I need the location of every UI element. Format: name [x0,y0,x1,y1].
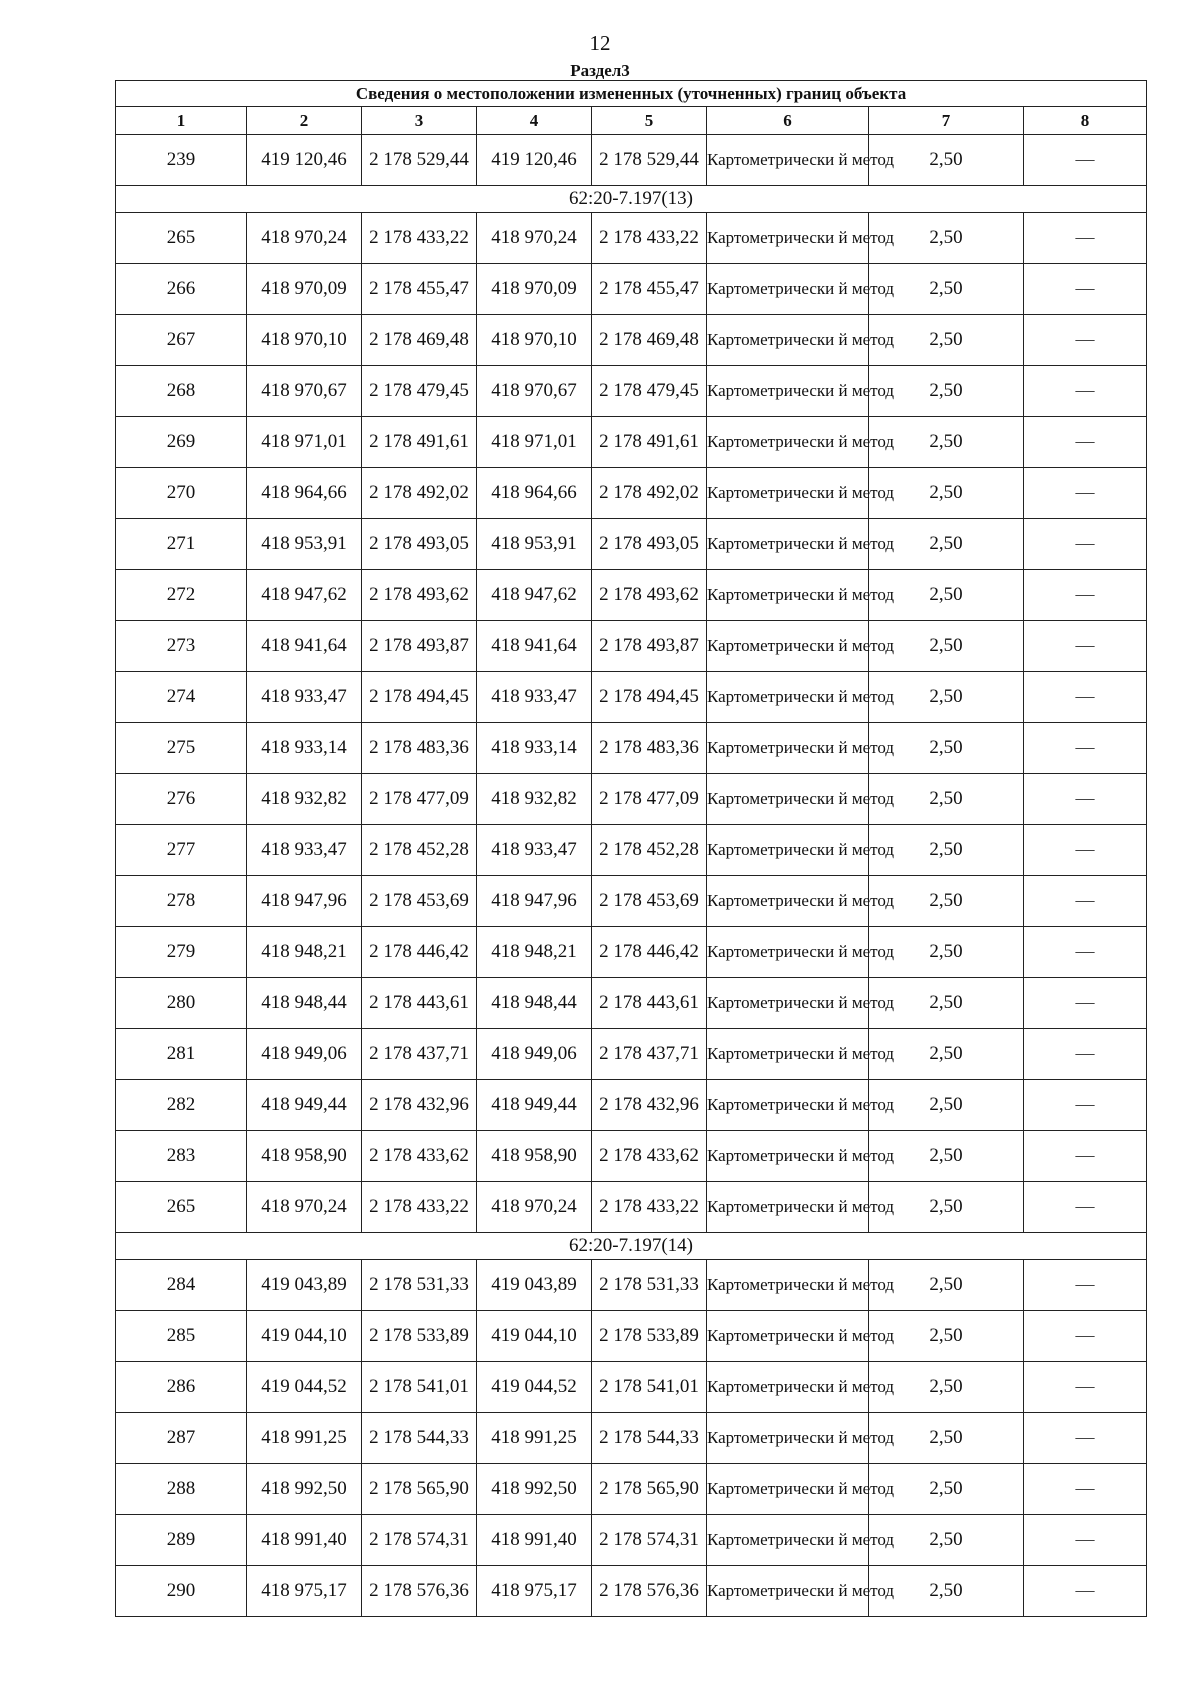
y-old-cell: 2 178 433,22 [362,213,477,264]
description-cell: — [1024,366,1147,417]
table-caption: Сведения о местоположении измененных (уточненных) границ объекта [116,81,1147,107]
point-number-cell: 270 [116,468,247,519]
method-cell: Картометрически й метод [707,366,869,417]
description-cell: — [1024,672,1147,723]
x-new-cell: 418 992,50 [477,1464,592,1515]
description-cell: — [1024,876,1147,927]
x-new-cell: 418 964,66 [477,468,592,519]
table-row [116,876,1147,927]
y-new-cell: 2 178 529,44 [592,135,707,186]
y-new-cell: 2 178 493,05 [592,519,707,570]
table-row [116,672,1147,723]
method-cell: Картометрически й метод [707,1413,869,1464]
column-header: 7 [869,107,1024,135]
table-row [116,1413,1147,1464]
x-new-cell: 418 932,82 [477,774,592,825]
table-row [116,1362,1147,1413]
y-old-cell: 2 178 533,89 [362,1311,477,1362]
y-new-cell: 2 178 541,01 [592,1362,707,1413]
x-new-cell: 418 948,21 [477,927,592,978]
y-old-cell: 2 178 433,62 [362,1131,477,1182]
y-new-cell: 2 178 493,62 [592,570,707,621]
x-new-cell: 418 991,25 [477,1413,592,1464]
x-old-cell: 418 948,44 [247,978,362,1029]
point-number-cell: 287 [116,1413,247,1464]
point-number-cell: 277 [116,825,247,876]
x-old-cell: 418 933,14 [247,723,362,774]
accuracy-cell: 2,50 [869,468,1024,519]
y-new-cell: 2 178 491,61 [592,417,707,468]
y-old-cell: 2 178 565,90 [362,1464,477,1515]
x-new-cell: 418 933,47 [477,672,592,723]
method-cell: Картометрически й метод [707,1566,869,1617]
x-old-cell: 418 991,40 [247,1515,362,1566]
column-header: 3 [362,107,477,135]
table-row [116,417,1147,468]
method-cell: Картометрически й метод [707,1260,869,1311]
accuracy-cell: 2,50 [869,1182,1024,1233]
y-old-cell: 2 178 576,36 [362,1566,477,1617]
x-old-cell: 419 044,10 [247,1311,362,1362]
y-new-cell: 2 178 432,96 [592,1080,707,1131]
table-row [116,570,1147,621]
column-header-row [116,107,1147,135]
y-old-cell: 2 178 453,69 [362,876,477,927]
x-old-cell: 418 958,90 [247,1131,362,1182]
point-number-cell: 288 [116,1464,247,1515]
method-cell: Картометрически й метод [707,264,869,315]
description-cell: — [1024,135,1147,186]
y-old-cell: 2 178 493,05 [362,519,477,570]
x-old-cell: 418 933,47 [247,672,362,723]
x-old-cell: 419 120,46 [247,135,362,186]
accuracy-cell: 2,50 [869,417,1024,468]
table-row [116,1311,1147,1362]
description-cell: — [1024,621,1147,672]
column-header: 2 [247,107,362,135]
table-row [116,621,1147,672]
y-old-cell: 2 178 477,09 [362,774,477,825]
accuracy-cell: 2,50 [869,1362,1024,1413]
y-new-cell: 2 178 483,36 [592,723,707,774]
x-old-cell: 418 933,47 [247,825,362,876]
x-new-cell: 418 991,40 [477,1515,592,1566]
table-row [116,1464,1147,1515]
description-cell: — [1024,723,1147,774]
table-row [116,264,1147,315]
accuracy-cell: 2,50 [869,621,1024,672]
x-old-cell: 418 953,91 [247,519,362,570]
table-row [116,135,1147,186]
accuracy-cell: 2,50 [869,1131,1024,1182]
y-new-cell: 2 178 453,69 [592,876,707,927]
point-number-cell: 274 [116,672,247,723]
x-new-cell: 418 953,91 [477,519,592,570]
y-old-cell: 2 178 432,96 [362,1080,477,1131]
y-new-cell: 2 178 576,36 [592,1566,707,1617]
y-new-cell: 2 178 565,90 [592,1464,707,1515]
point-number-cell: 271 [116,519,247,570]
accuracy-cell: 2,50 [869,672,1024,723]
point-number-cell: 239 [116,135,247,186]
y-new-cell: 2 178 446,42 [592,927,707,978]
y-old-cell: 2 178 491,61 [362,417,477,468]
y-old-cell: 2 178 446,42 [362,927,477,978]
description-cell: — [1024,1515,1147,1566]
description-cell: — [1024,519,1147,570]
accuracy-cell: 2,50 [869,927,1024,978]
x-new-cell: 419 043,89 [477,1260,592,1311]
method-cell: Картометрически й метод [707,825,869,876]
contour-group-row [116,1233,1147,1260]
x-old-cell: 418 964,66 [247,468,362,519]
y-old-cell: 2 178 544,33 [362,1413,477,1464]
table-row [116,519,1147,570]
accuracy-cell: 2,50 [869,1260,1024,1311]
point-number-cell: 273 [116,621,247,672]
method-cell: Картометрически й метод [707,621,869,672]
column-header: 5 [592,107,707,135]
x-old-cell: 418 970,09 [247,264,362,315]
method-cell: Картометрически й метод [707,519,869,570]
y-new-cell: 2 178 433,62 [592,1131,707,1182]
x-old-cell: 418 947,96 [247,876,362,927]
table-row [116,315,1147,366]
table-row [116,1515,1147,1566]
accuracy-cell: 2,50 [869,1464,1024,1515]
page-number: 12 [589,31,611,55]
point-number-cell: 283 [116,1131,247,1182]
accuracy-cell: 2,50 [869,519,1024,570]
point-number-cell: 290 [116,1566,247,1617]
column-header: 1 [116,107,247,135]
x-old-cell: 418 941,64 [247,621,362,672]
description-cell: — [1024,1080,1147,1131]
y-old-cell: 2 178 493,87 [362,621,477,672]
x-new-cell: 418 971,01 [477,417,592,468]
x-new-cell: 418 948,44 [477,978,592,1029]
method-cell: Картометрически й метод [707,927,869,978]
accuracy-cell: 2,50 [869,876,1024,927]
x-new-cell: 418 970,10 [477,315,592,366]
x-old-cell: 418 975,17 [247,1566,362,1617]
y-new-cell: 2 178 469,48 [592,315,707,366]
point-number-cell: 281 [116,1029,247,1080]
method-cell: Картометрически й метод [707,213,869,264]
accuracy-cell: 2,50 [869,1515,1024,1566]
accuracy-cell: 2,50 [869,978,1024,1029]
method-cell: Картометрически й метод [707,1515,869,1566]
section-title: Раздел3 [570,61,630,80]
x-old-cell: 418 932,82 [247,774,362,825]
x-new-cell: 418 947,62 [477,570,592,621]
x-new-cell: 418 947,96 [477,876,592,927]
accuracy-cell: 2,50 [869,1566,1024,1617]
accuracy-cell: 2,50 [869,723,1024,774]
point-number-cell: 276 [116,774,247,825]
accuracy-cell: 2,50 [869,213,1024,264]
y-old-cell: 2 178 541,01 [362,1362,477,1413]
table-row [116,1182,1147,1233]
point-number-cell: 285 [116,1311,247,1362]
description-cell: — [1024,1311,1147,1362]
point-number-cell: 272 [116,570,247,621]
description-cell: — [1024,825,1147,876]
point-number-cell: 265 [116,213,247,264]
accuracy-cell: 2,50 [869,1311,1024,1362]
y-old-cell: 2 178 483,36 [362,723,477,774]
y-old-cell: 2 178 437,71 [362,1029,477,1080]
method-cell: Картометрически й метод [707,1182,869,1233]
table-row [116,1566,1147,1617]
accuracy-cell: 2,50 [869,264,1024,315]
x-new-cell: 419 120,46 [477,135,592,186]
table-row [116,213,1147,264]
x-old-cell: 418 970,24 [247,1182,362,1233]
method-cell: Картометрически й метод [707,1131,869,1182]
point-number-cell: 268 [116,366,247,417]
x-old-cell: 418 991,25 [247,1413,362,1464]
table-row [116,1131,1147,1182]
x-new-cell: 418 949,06 [477,1029,592,1080]
x-new-cell: 418 933,14 [477,723,592,774]
y-old-cell: 2 178 529,44 [362,135,477,186]
description-cell: — [1024,1464,1147,1515]
method-cell: Картометрически й метод [707,417,869,468]
description-cell: — [1024,1260,1147,1311]
description-cell: — [1024,774,1147,825]
method-cell: Картометрически й метод [707,1311,869,1362]
y-new-cell: 2 178 479,45 [592,366,707,417]
y-new-cell: 2 178 433,22 [592,213,707,264]
point-number-cell: 282 [116,1080,247,1131]
table-row [116,825,1147,876]
table-row [116,774,1147,825]
x-old-cell: 418 970,24 [247,213,362,264]
method-cell: Картометрически й метод [707,774,869,825]
method-cell: Картометрически й метод [707,135,869,186]
table-row [116,978,1147,1029]
description-cell: — [1024,570,1147,621]
description-cell: — [1024,264,1147,315]
x-old-cell: 418 949,44 [247,1080,362,1131]
point-number-cell: 280 [116,978,247,1029]
method-cell: Картометрически й метод [707,315,869,366]
x-old-cell: 418 970,67 [247,366,362,417]
description-cell: — [1024,1131,1147,1182]
accuracy-cell: 2,50 [869,570,1024,621]
x-new-cell: 418 975,17 [477,1566,592,1617]
description-cell: — [1024,1362,1147,1413]
table-row [116,723,1147,774]
accuracy-cell: 2,50 [869,825,1024,876]
coordinates-table [115,80,1147,1617]
x-old-cell: 418 947,62 [247,570,362,621]
x-new-cell: 419 044,52 [477,1362,592,1413]
method-cell: Картометрически й метод [707,876,869,927]
x-new-cell: 418 970,09 [477,264,592,315]
y-new-cell: 2 178 437,71 [592,1029,707,1080]
contour-group-row [116,186,1147,213]
x-old-cell: 418 970,10 [247,315,362,366]
x-new-cell: 418 941,64 [477,621,592,672]
table-row [116,366,1147,417]
method-cell: Картометрически й метод [707,1464,869,1515]
description-cell: — [1024,1413,1147,1464]
x-new-cell: 418 970,24 [477,213,592,264]
point-number-cell: 266 [116,264,247,315]
y-old-cell: 2 178 492,02 [362,468,477,519]
y-old-cell: 2 178 574,31 [362,1515,477,1566]
y-new-cell: 2 178 494,45 [592,672,707,723]
accuracy-cell: 2,50 [869,1413,1024,1464]
y-old-cell: 2 178 455,47 [362,264,477,315]
description-cell: — [1024,417,1147,468]
table-row [116,1080,1147,1131]
y-new-cell: 2 178 452,28 [592,825,707,876]
description-cell: — [1024,927,1147,978]
x-old-cell: 419 044,52 [247,1362,362,1413]
point-number-cell: 286 [116,1362,247,1413]
point-number-cell: 284 [116,1260,247,1311]
y-new-cell: 2 178 477,09 [592,774,707,825]
column-header: 8 [1024,107,1147,135]
x-new-cell: 419 044,10 [477,1311,592,1362]
description-cell: — [1024,1566,1147,1617]
description-cell: — [1024,1182,1147,1233]
description-cell: — [1024,1029,1147,1080]
contour-label: 62:20-7.197(14) [116,1233,1147,1260]
y-old-cell: 2 178 469,48 [362,315,477,366]
point-number-cell: 265 [116,1182,247,1233]
y-new-cell: 2 178 574,31 [592,1515,707,1566]
table-row [116,1260,1147,1311]
table-row [116,1029,1147,1080]
y-new-cell: 2 178 492,02 [592,468,707,519]
accuracy-cell: 2,50 [869,1029,1024,1080]
accuracy-cell: 2,50 [869,774,1024,825]
method-cell: Картометрически й метод [707,1029,869,1080]
x-new-cell: 418 949,44 [477,1080,592,1131]
method-cell: Картометрически й метод [707,570,869,621]
description-cell: — [1024,213,1147,264]
x-new-cell: 418 933,47 [477,825,592,876]
method-cell: Картометрически й метод [707,672,869,723]
method-cell: Картометрически й метод [707,978,869,1029]
accuracy-cell: 2,50 [869,366,1024,417]
contour-label: 62:20-7.197(13) [116,186,1147,213]
table-row [116,927,1147,978]
method-cell: Картометрически й метод [707,1080,869,1131]
point-number-cell: 279 [116,927,247,978]
method-cell: Картометрически й метод [707,468,869,519]
method-cell: Картометрически й метод [707,1362,869,1413]
x-new-cell: 418 958,90 [477,1131,592,1182]
y-old-cell: 2 178 433,22 [362,1182,477,1233]
x-old-cell: 419 043,89 [247,1260,362,1311]
y-old-cell: 2 178 452,28 [362,825,477,876]
y-new-cell: 2 178 443,61 [592,978,707,1029]
point-number-cell: 278 [116,876,247,927]
x-old-cell: 418 948,21 [247,927,362,978]
accuracy-cell: 2,50 [869,315,1024,366]
description-cell: — [1024,468,1147,519]
x-old-cell: 418 949,06 [247,1029,362,1080]
table-row [116,468,1147,519]
method-cell: Картометрически й метод [707,723,869,774]
y-old-cell: 2 178 494,45 [362,672,477,723]
accuracy-cell: 2,50 [869,135,1024,186]
y-old-cell: 2 178 493,62 [362,570,477,621]
y-new-cell: 2 178 433,22 [592,1182,707,1233]
y-old-cell: 2 178 479,45 [362,366,477,417]
description-cell: — [1024,315,1147,366]
y-old-cell: 2 178 531,33 [362,1260,477,1311]
y-new-cell: 2 178 544,33 [592,1413,707,1464]
point-number-cell: 289 [116,1515,247,1566]
accuracy-cell: 2,50 [869,1080,1024,1131]
point-number-cell: 275 [116,723,247,774]
x-old-cell: 418 992,50 [247,1464,362,1515]
x-old-cell: 418 971,01 [247,417,362,468]
point-number-cell: 269 [116,417,247,468]
column-header: 6 [707,107,869,135]
column-header: 4 [477,107,592,135]
x-new-cell: 418 970,67 [477,366,592,417]
table-body [116,135,1147,1617]
y-new-cell: 2 178 531,33 [592,1260,707,1311]
point-number-cell: 267 [116,315,247,366]
y-new-cell: 2 178 493,87 [592,621,707,672]
y-new-cell: 2 178 455,47 [592,264,707,315]
y-old-cell: 2 178 443,61 [362,978,477,1029]
x-new-cell: 418 970,24 [477,1182,592,1233]
y-new-cell: 2 178 533,89 [592,1311,707,1362]
description-cell: — [1024,978,1147,1029]
